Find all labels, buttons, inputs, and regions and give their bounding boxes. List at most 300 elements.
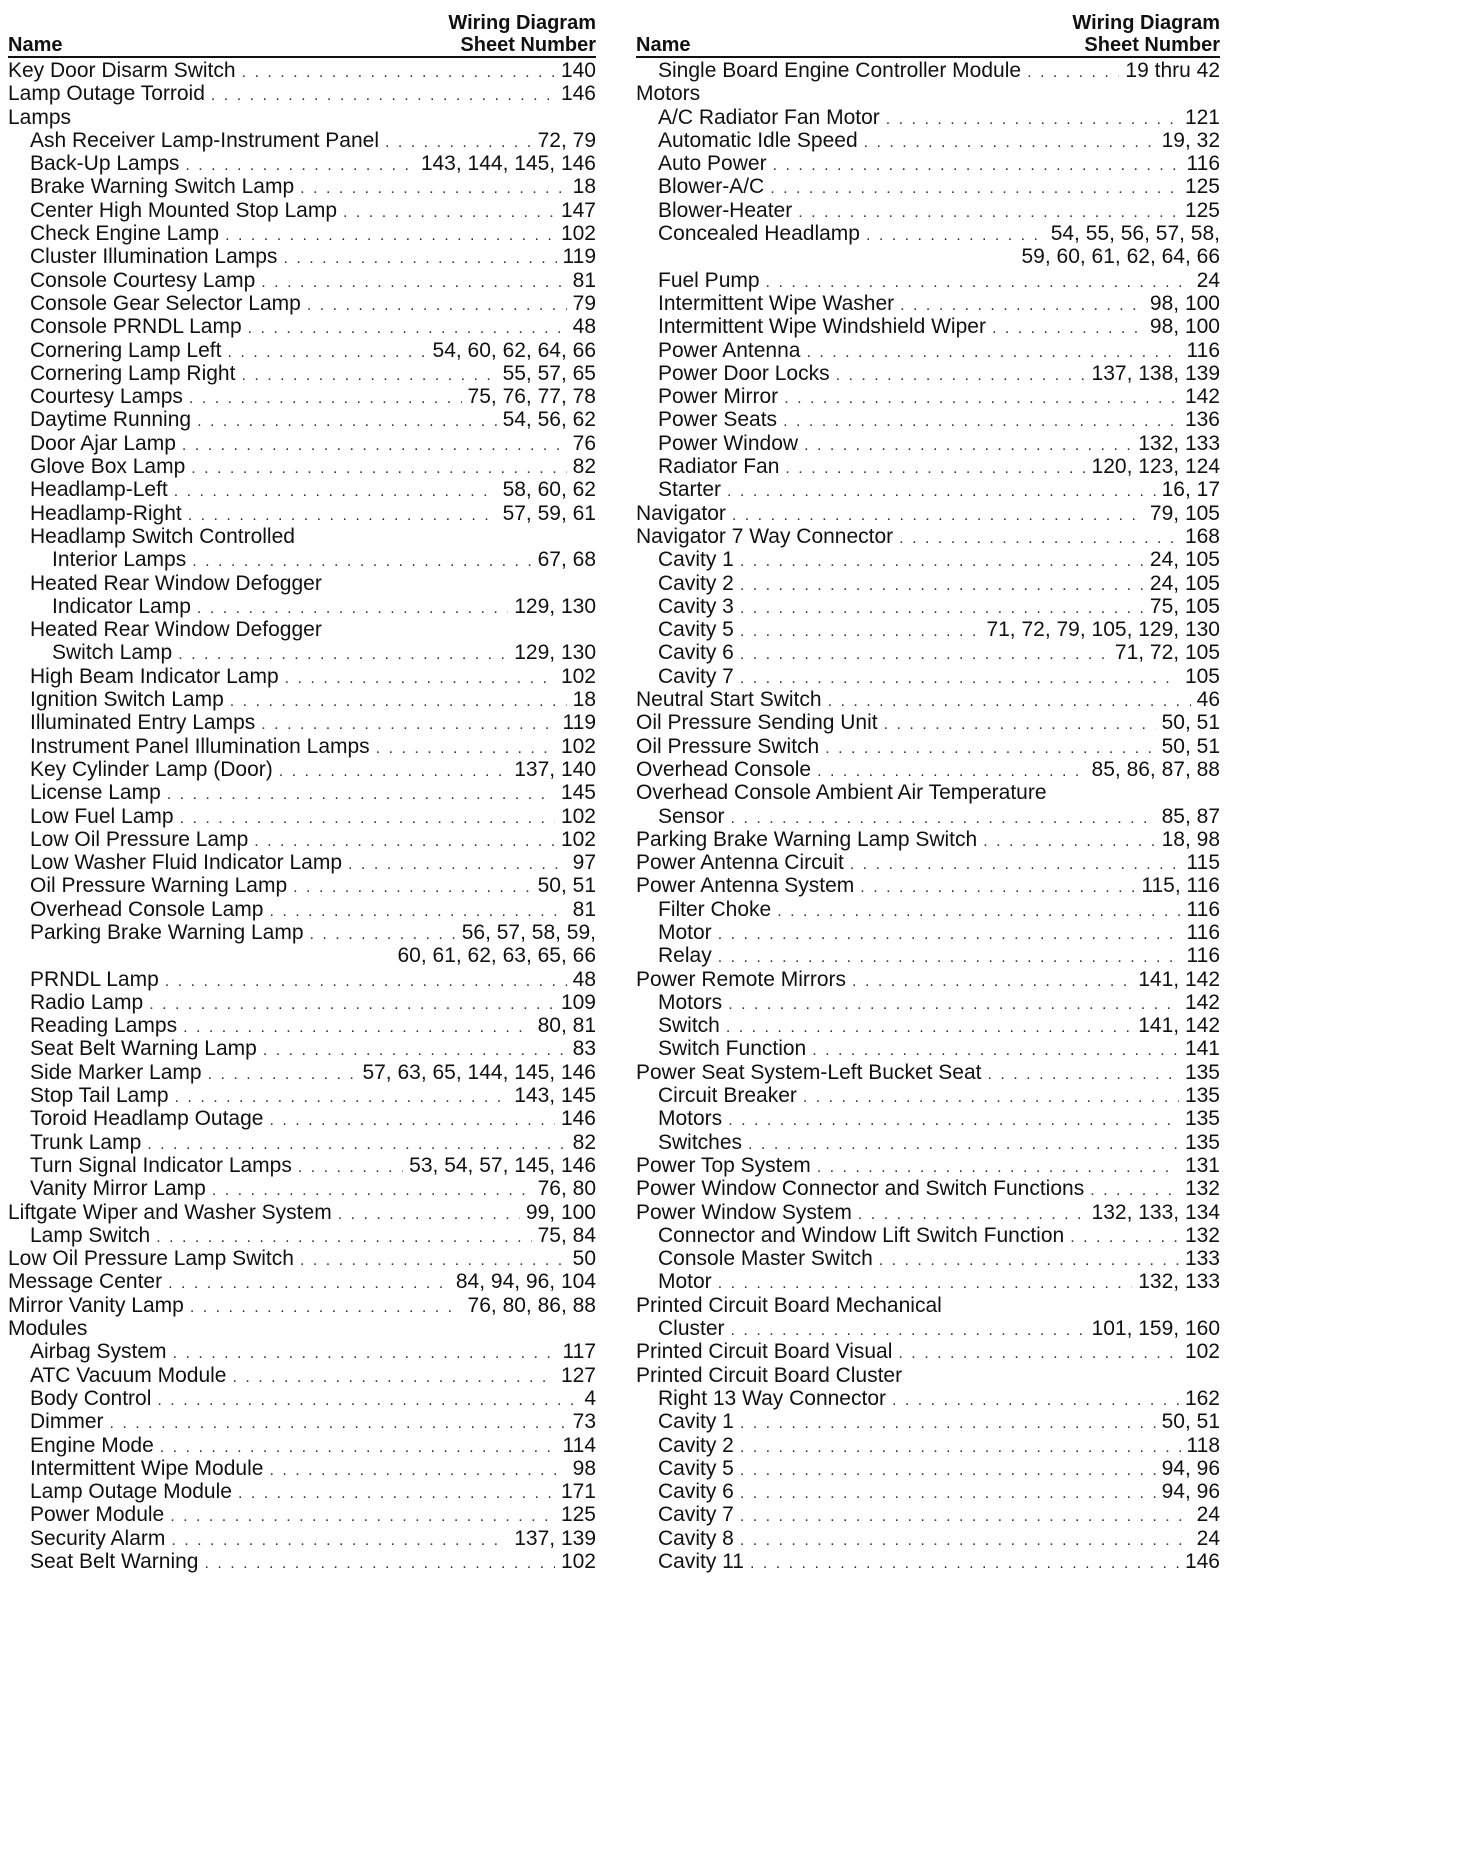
- sheet-numbers: 79: [572, 291, 596, 315]
- column-header: [636, 8, 1220, 58]
- entry-name: Side Marker Lamp: [30, 1060, 202, 1084]
- entry-name: Motor: [658, 1270, 712, 1294]
- dot-leader: [189, 387, 462, 410]
- sheet-numbers: 116: [1186, 920, 1220, 944]
- entry-name: Modules: [8, 1317, 88, 1341]
- entry-name: Printed Circuit Board Mechanical: [636, 1293, 942, 1317]
- entry-name: Intermittent Wipe Module: [30, 1456, 264, 1480]
- sheet-heading-line2: Sheet Number: [460, 34, 596, 56]
- dot-leader: [197, 410, 496, 433]
- dot-leader: [157, 1389, 578, 1412]
- sheet-numbers: 168: [1184, 524, 1220, 548]
- dot-leader: [263, 1039, 567, 1062]
- sheet-numbers: 116: [1186, 944, 1220, 968]
- dot-leader: [836, 364, 1086, 387]
- entry-name: Radio Lamp: [30, 990, 144, 1014]
- index-entry: [636, 1550, 1220, 1573]
- dot-leader: [147, 1133, 566, 1156]
- index-entry: [8, 1014, 596, 1037]
- index-entry: [8, 851, 596, 874]
- entry-name: Single Board Engine Controller Module: [658, 59, 1022, 82]
- dot-leader: [740, 1459, 1156, 1482]
- index-entry: [636, 921, 1220, 944]
- index-entry: [636, 106, 1220, 129]
- dot-leader: [731, 807, 1156, 830]
- index-entry: [636, 1457, 1220, 1480]
- index-entry: [8, 175, 596, 198]
- index-entry: [8, 805, 596, 828]
- dot-leader: [858, 1203, 1086, 1226]
- sheet-numbers: 50: [572, 1247, 596, 1271]
- dot-leader: [160, 1436, 557, 1459]
- index-entry: [8, 222, 596, 245]
- entry-name: Low Oil Pressure Lamp Switch: [8, 1247, 294, 1271]
- entry-name: Cavity 2: [658, 1433, 734, 1457]
- index-column-right: [636, 8, 1220, 1573]
- sheet-numbers: 135: [1184, 1130, 1220, 1154]
- entry-name: Cavity 1: [658, 1410, 734, 1434]
- sheet-numbers: 146: [560, 82, 596, 106]
- entry-name: Oil Pressure Switch: [636, 734, 820, 758]
- index-entry: [8, 898, 596, 921]
- entry-name: Center High Mounted Stop Lamp: [30, 198, 338, 222]
- sheet-numbers: 76: [572, 431, 596, 455]
- index-entry: [8, 758, 596, 781]
- index-entry: [8, 1550, 596, 1573]
- entry-name: Cluster Illumination Lamps: [30, 245, 278, 269]
- sheet-numbers: 146: [560, 1107, 596, 1131]
- index-entry: [636, 385, 1220, 408]
- entry-name: Cavity 7: [658, 664, 734, 688]
- dot-leader: [892, 1389, 1179, 1412]
- entry-name: Concealed Headlamp: [658, 222, 860, 246]
- entry-name: Fuel Pump: [658, 268, 760, 292]
- entry-name: Power Seats: [658, 408, 778, 432]
- index-entry: [8, 269, 596, 292]
- dot-leader: [884, 713, 1156, 736]
- entry-name: Reading Lamps: [30, 1014, 178, 1038]
- index-entry: [8, 502, 596, 525]
- index-entry: [8, 618, 596, 641]
- sheet-numbers: 79, 105: [1149, 501, 1220, 525]
- entry-name: Console Gear Selector Lamp: [30, 291, 301, 315]
- sheet-numbers: 143, 145: [514, 1084, 596, 1108]
- dot-leader: [188, 504, 497, 527]
- entry-name: Low Washer Fluid Indicator Lamp: [30, 851, 343, 875]
- dot-leader: [204, 1552, 554, 1575]
- dot-leader: [110, 1412, 567, 1435]
- dot-leader: [804, 434, 1132, 457]
- dot-leader: [300, 177, 566, 200]
- sheet-numbers: 98, 100: [1149, 291, 1220, 315]
- sheet-numbers: 137, 140: [514, 757, 596, 781]
- entry-name: Power Antenna: [658, 338, 801, 362]
- entry-name: Cornering Lamp Left: [30, 338, 222, 362]
- entry-name: Power Remote Mirrors: [636, 967, 847, 991]
- dot-leader: [183, 1016, 532, 1039]
- sheet-numbers: 102: [560, 1550, 596, 1573]
- entry-name: Vanity Mirror Lamp: [30, 1177, 206, 1201]
- sheet-numbers: 53, 54, 57, 145, 146: [409, 1153, 596, 1177]
- entry-name: Cavity 7: [658, 1503, 734, 1527]
- dot-leader: [783, 410, 1179, 433]
- entry-name: Ash Receiver Lamp-Instrument Panel: [30, 128, 379, 152]
- entry-name: Power Window System: [636, 1200, 852, 1224]
- dot-leader: [192, 550, 531, 573]
- dot-leader: [241, 364, 496, 387]
- dot-leader: [208, 1063, 357, 1086]
- dot-leader: [817, 760, 1085, 783]
- sheet-numbers: 4: [584, 1386, 596, 1410]
- sheet-numbers: 18: [572, 688, 596, 712]
- index-entry: [636, 1387, 1220, 1410]
- sheet-numbers: 141, 142: [1138, 967, 1220, 991]
- index-entry: [636, 665, 1220, 688]
- dot-leader: [261, 271, 566, 294]
- index-entry: [8, 944, 596, 967]
- entry-name: Power Door Locks: [658, 361, 830, 385]
- index-entry: [636, 455, 1220, 478]
- index-entry: [636, 129, 1220, 152]
- sheet-numbers: 137, 139: [514, 1526, 596, 1550]
- dot-leader: [740, 1529, 1191, 1552]
- dot-leader: [817, 1156, 1179, 1179]
- dot-leader: [740, 620, 981, 643]
- sheet-numbers: 48: [572, 315, 596, 339]
- entry-name: Printed Circuit Board Cluster: [636, 1363, 903, 1387]
- sheet-numbers: 55, 57, 65: [502, 361, 596, 385]
- index-entry: [636, 688, 1220, 711]
- entry-name: Mirror Vanity Lamp: [8, 1293, 184, 1317]
- index-entry: [8, 781, 596, 804]
- index-entry: [8, 525, 596, 548]
- entry-name: Switch Lamp: [52, 641, 173, 665]
- entry-name: Ignition Switch Lamp: [30, 688, 224, 712]
- sheet-numbers: 94, 96: [1161, 1456, 1220, 1480]
- entry-name: Airbag System: [30, 1340, 167, 1364]
- entry-name: Right 13 Way Connector: [658, 1386, 886, 1410]
- dot-leader: [343, 201, 555, 224]
- index-entry: [636, 781, 1220, 804]
- dot-leader: [899, 527, 1179, 550]
- index-entry: [636, 1014, 1220, 1037]
- sheet-numbers: 71, 72, 79, 105, 129, 130: [986, 618, 1220, 642]
- entry-name: Turn Signal Indicator Lamps: [30, 1153, 292, 1177]
- dot-leader: [238, 1482, 555, 1505]
- sheet-numbers: 16, 17: [1161, 478, 1220, 502]
- index-entry: [636, 1317, 1220, 1340]
- entry-name: Headlamp Switch Controlled: [30, 524, 295, 548]
- dot-leader: [269, 1109, 554, 1132]
- index-entry: [636, 1247, 1220, 1270]
- sheet-numbers: 85, 86, 87, 88: [1091, 757, 1220, 781]
- entry-name: Message Center: [8, 1270, 163, 1294]
- dot-leader: [171, 1529, 508, 1552]
- index-entry: [636, 175, 1220, 198]
- dot-leader: [718, 946, 1181, 969]
- sheet-numbers: 132, 133: [1138, 1270, 1220, 1294]
- dot-leader: [740, 1436, 1181, 1459]
- sheet-numbers: 54, 55, 56, 57, 58,: [1050, 222, 1220, 246]
- entry-name: Overhead Console: [636, 757, 812, 781]
- sheet-numbers: 50, 51: [1161, 1410, 1220, 1434]
- entry-name: Parking Brake Warning Lamp Switch: [636, 827, 978, 851]
- entry-name: Connector and Window Lift Switch Function: [658, 1223, 1065, 1247]
- sheet-numbers: 72, 79: [537, 128, 596, 152]
- entry-name: Stop Tail Lamp: [30, 1084, 169, 1108]
- dot-leader: [879, 1249, 1179, 1272]
- index-entry: [8, 1410, 596, 1433]
- sheet-numbers: 101, 159, 160: [1091, 1317, 1220, 1341]
- index-entry: [636, 152, 1220, 175]
- dot-leader: [173, 1342, 557, 1365]
- index-entry: [8, 1527, 596, 1550]
- sheet-numbers: 48: [572, 967, 596, 991]
- sheet-numbers: 118: [1186, 1433, 1220, 1457]
- index-entry: [636, 1270, 1220, 1293]
- dot-leader: [898, 1342, 1179, 1365]
- index-entry: [8, 735, 596, 758]
- sheet-numbers: 137, 138, 139: [1091, 361, 1220, 385]
- index-entry: [8, 1270, 596, 1293]
- index-entry: [8, 455, 596, 478]
- entry-name: Automatic Idle Speed: [658, 128, 858, 152]
- dot-leader: [992, 317, 1144, 340]
- index-entry: [8, 315, 596, 338]
- index-entry: [8, 59, 596, 82]
- entry-name: Lamp Outage Torroid: [8, 82, 205, 106]
- dot-leader: [167, 783, 555, 806]
- sheet-numbers: 142: [1184, 990, 1220, 1014]
- dot-leader: [385, 131, 532, 154]
- sheet-numbers: 114: [562, 1433, 596, 1457]
- index-entry: [8, 1037, 596, 1060]
- dot-leader: [174, 480, 497, 503]
- entry-name: Cluster: [658, 1317, 725, 1341]
- index-entry: [8, 991, 596, 1014]
- dot-leader: [740, 574, 1144, 597]
- dot-leader: [860, 876, 1135, 899]
- index-entry: [8, 828, 596, 851]
- index-entry: [636, 292, 1220, 315]
- dot-leader: [230, 690, 567, 713]
- index-entry: [636, 1131, 1220, 1154]
- dot-leader: [740, 1412, 1156, 1435]
- sheet-numbers: 24: [1196, 1526, 1220, 1550]
- dot-leader: [731, 1319, 1086, 1342]
- index-entry: [636, 851, 1220, 874]
- entry-name: Key Cylinder Lamp (Door): [30, 757, 273, 781]
- dot-leader: [798, 201, 1179, 224]
- dot-leader: [740, 597, 1144, 620]
- dot-leader: [828, 690, 1191, 713]
- sheet-numbers: 129, 130: [514, 594, 596, 618]
- index-entry: [636, 1340, 1220, 1363]
- index-entry: [8, 711, 596, 734]
- dot-leader: [866, 224, 1045, 247]
- index-entry: [636, 758, 1220, 781]
- sheet-numbers: 102: [560, 222, 596, 246]
- index-entry: [636, 572, 1220, 595]
- sheet-numbers: 140: [560, 59, 596, 82]
- entry-name: Power Module: [30, 1503, 165, 1527]
- entry-name: Power Antenna Circuit: [636, 851, 844, 875]
- sheet-numbers: 102: [560, 734, 596, 758]
- sheet-numbers: 142: [1184, 385, 1220, 409]
- entry-name: Switch: [658, 1014, 720, 1038]
- sheet-numbers: 18: [572, 175, 596, 199]
- dot-leader: [307, 294, 567, 317]
- index-entry: [8, 1154, 596, 1177]
- entry-name: Intermittent Wipe Washer: [658, 291, 895, 315]
- index-entry: [636, 944, 1220, 967]
- sheet-numbers: 162: [1184, 1386, 1220, 1410]
- sheet-numbers: 94, 96: [1161, 1480, 1220, 1504]
- index-entry: [636, 1107, 1220, 1130]
- sheet-numbers: 102: [560, 804, 596, 828]
- entry-name: Daytime Running: [30, 408, 192, 432]
- sheet-numbers: 147: [560, 198, 596, 222]
- entry-name: Blower-A/C: [658, 175, 765, 199]
- index-entry: [636, 711, 1220, 734]
- dot-leader: [338, 1203, 520, 1226]
- entry-name: Back-Up Lamps: [30, 152, 180, 176]
- dot-leader: [175, 1086, 509, 1109]
- index-entry: [636, 432, 1220, 455]
- sheet-numbers: 136: [1184, 408, 1220, 432]
- dot-leader: [728, 1109, 1179, 1132]
- sheet-numbers: 141: [1184, 1037, 1220, 1061]
- dot-leader: [864, 131, 1156, 154]
- entry-name: Cavity 8: [658, 1526, 734, 1550]
- index-entry: [636, 222, 1220, 245]
- index-entry: [8, 968, 596, 991]
- sheet-numbers: 80, 81: [537, 1014, 596, 1038]
- dot-leader: [248, 317, 567, 340]
- index-entry: [636, 548, 1220, 571]
- index-entry: [8, 82, 596, 105]
- dot-leader: [803, 1086, 1179, 1109]
- entry-name: Lamps: [8, 105, 72, 129]
- index-entry: [636, 502, 1220, 525]
- sheet-numbers: 18, 98: [1161, 827, 1220, 851]
- index-entry: [636, 1037, 1220, 1060]
- index-entry: [8, 432, 596, 455]
- dot-leader: [165, 970, 567, 993]
- dot-leader: [149, 993, 555, 1016]
- index-entry: [636, 269, 1220, 292]
- dot-leader: [718, 923, 1181, 946]
- index-entry: [8, 1364, 596, 1387]
- index-entry: [8, 1480, 596, 1503]
- entry-name: Cavity 11: [658, 1550, 744, 1573]
- entry-name: Console PRNDL Lamp: [30, 315, 242, 339]
- dot-leader: [1027, 61, 1119, 84]
- entry-name: Toroid Headlamp Outage: [30, 1107, 264, 1131]
- index-entry: [8, 362, 596, 385]
- entry-name: Headlamp-Right: [30, 501, 182, 525]
- sheet-numbers: 75, 84: [537, 1223, 596, 1247]
- sheet-numbers: 56, 57, 58, 59,: [461, 920, 596, 944]
- sheet-numbers-continued: 59, 60, 61, 62, 64, 66: [1021, 245, 1220, 269]
- dot-leader: [983, 830, 1155, 853]
- index-entry: [636, 1201, 1220, 1224]
- dot-leader: [242, 61, 555, 84]
- sheet-numbers: 116: [1186, 152, 1220, 176]
- entry-name: Circuit Breaker: [658, 1084, 797, 1108]
- index-entry: [8, 106, 596, 129]
- entry-name: Blower-Heater: [658, 198, 793, 222]
- index-entry: [636, 618, 1220, 641]
- entry-name: Oil Pressure Warning Lamp: [30, 874, 288, 898]
- sheet-numbers: 19 thru 42: [1125, 59, 1220, 82]
- index-entry: [636, 408, 1220, 431]
- index-entry: [636, 1154, 1220, 1177]
- dot-leader: [190, 1296, 462, 1319]
- sheet-numbers: 125: [1184, 175, 1220, 199]
- sheet-numbers: 81: [572, 268, 596, 292]
- entry-name: License Lamp: [30, 781, 161, 805]
- entry-name: Heated Rear Window Defogger: [30, 571, 322, 595]
- entry-name: Neutral Start Switch: [636, 688, 822, 712]
- dot-leader: [156, 1226, 531, 1249]
- dot-leader: [773, 154, 1181, 177]
- index-entry: [8, 595, 596, 618]
- dot-leader: [261, 713, 556, 736]
- sheet-numbers: 125: [560, 1503, 596, 1527]
- entry-name: Instrument Panel Illumination Lamps: [30, 734, 370, 758]
- dot-leader: [740, 1482, 1156, 1505]
- dot-leader: [191, 457, 566, 480]
- entry-name: Starter: [658, 478, 722, 502]
- sheet-numbers: 115, 116: [1141, 874, 1220, 898]
- dot-leader: [852, 970, 1132, 993]
- sheet-numbers: 133: [1184, 1247, 1220, 1271]
- sheet-numbers: 82: [572, 1130, 596, 1154]
- entry-name: Illuminated Entry Lamps: [30, 711, 256, 735]
- index-entry: [636, 805, 1220, 828]
- entry-name: Oil Pressure Sending Unit: [636, 711, 878, 735]
- index-entry: [8, 408, 596, 431]
- dot-leader: [825, 737, 1155, 760]
- sheet-numbers: 135: [1184, 1084, 1220, 1108]
- entry-name: Cavity 1: [658, 548, 734, 572]
- index-entry: [8, 339, 596, 362]
- entry-name: Cavity 6: [658, 641, 734, 665]
- index-entry: [636, 1364, 1220, 1387]
- dot-leader: [225, 224, 555, 247]
- sheet-numbers: 50, 51: [1161, 711, 1220, 735]
- entry-name: Cavity 6: [658, 1480, 734, 1504]
- sheet-numbers: 84, 94, 96, 104: [455, 1270, 596, 1294]
- sheet-numbers: 145: [560, 781, 596, 805]
- sheet-numbers: 76, 80, 86, 88: [467, 1293, 596, 1317]
- sheet-numbers: 131: [1184, 1153, 1220, 1177]
- index-entry: [8, 1131, 596, 1154]
- sheet-numbers: 132: [1184, 1223, 1220, 1247]
- entry-name: Printed Circuit Board Visual: [636, 1340, 893, 1364]
- entry-name: Seat Belt Warning Lamp: [30, 1037, 257, 1061]
- sheet-numbers: 50, 51: [1161, 734, 1220, 758]
- dot-leader: [750, 1552, 1179, 1575]
- dot-leader: [300, 1249, 567, 1272]
- index-entry: [8, 1294, 596, 1317]
- dot-leader: [886, 108, 1179, 131]
- index-entry: [636, 1294, 1220, 1317]
- dot-leader: [212, 1179, 532, 1202]
- sheet-numbers: 81: [572, 897, 596, 921]
- entry-name: Console Master Switch: [658, 1247, 873, 1271]
